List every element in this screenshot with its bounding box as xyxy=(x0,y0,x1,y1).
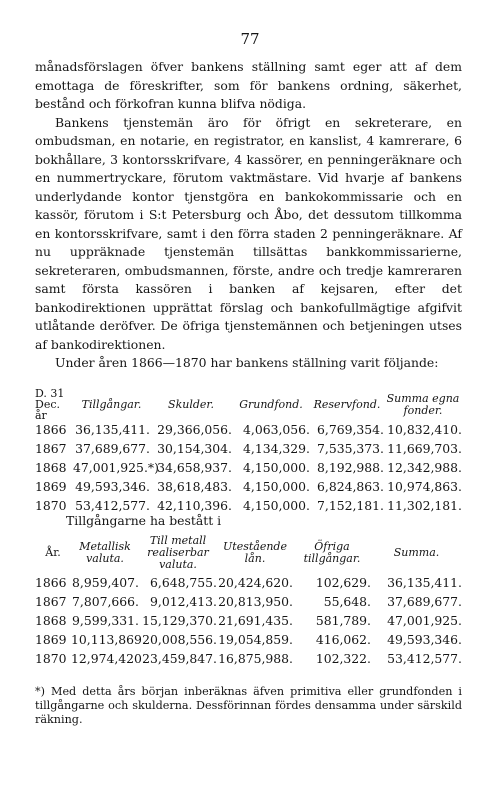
value-cell: 6,769,354. xyxy=(317,422,384,438)
column-header: Grundfond. xyxy=(239,397,303,411)
assets-table xyxy=(35,532,462,669)
value-cell: 416,062. xyxy=(315,632,371,648)
value-cell: 4,150,000. xyxy=(243,498,310,514)
table-row xyxy=(35,612,462,631)
value-cell: 10,113,869. xyxy=(71,632,146,648)
column-header: Summa egna fonder. xyxy=(386,391,460,417)
year-cell: 1870 xyxy=(35,651,67,667)
paragraph-2: Bankens tjenstemän äro för öfrigt en sekreterare, en ombudsman, en notarie, en registrator, en kanslist, 4 kamrerare, 6 bokhållare, 3 kontorsskrifvare, 4 kassörer, en penningeräknare och en nummertryckare, förutom vaktmästare. Vid hvarje af bankens underlydande kontor tjenstgöra en bankokommissarie och en kassör, förutom i S:t Petersburg och Åbo, det dessutom tillkomma en kontorsskrifvare, samt i den förra staden 2 penningeräknare. Af nu uppräknade tjenstemän tillsättas bankkommissarierne, sekreteraren, ombudsmannen, förste, andre och tredje kamreraren samt första kassören i banken af kejsaren, efter det bankodirektionen upprättat förslag och bankofullmägtige afgifvit utlåtande deröfver. De öfriga tjenstemännen och betjeningen utses af bankodirektionen. xyxy=(35,114,462,352)
value-cell: 12,342,988. xyxy=(387,460,462,476)
value-cell: 102,629. xyxy=(315,575,371,591)
value-cell: 47,001,925.*) xyxy=(73,460,159,476)
paragraph-1: månadsförslagen öfver bankens ställning samt eger att af dem emottaga de föreskrifter, som för bankens ordning, säkerhet, bestånd och förkofran kunna blifva nödiga. xyxy=(35,59,462,111)
table-row xyxy=(35,459,462,478)
value-cell: 42,110,396. xyxy=(157,498,232,514)
column-header: Reservfond. xyxy=(313,397,381,411)
value-cell: 53,412,577. xyxy=(75,498,150,514)
value-cell: 37,689,677. xyxy=(387,594,462,610)
page-number: 77 xyxy=(240,30,260,48)
value-cell: 9,012,413. xyxy=(150,594,217,610)
table-row xyxy=(35,650,462,669)
body-text xyxy=(35,58,462,373)
value-cell: 6,824,863. xyxy=(317,479,384,495)
value-cell: 20,424,620. xyxy=(218,575,293,591)
value-cell: 36,135,411. xyxy=(75,422,150,438)
column-header: Summa. xyxy=(393,546,440,559)
column-header: Utestående lån. xyxy=(223,540,287,565)
value-cell: 47,001,925. xyxy=(387,613,462,629)
value-cell: 581,789. xyxy=(315,613,371,629)
value-cell: 23,459,847. xyxy=(142,651,217,667)
table-row xyxy=(35,478,462,497)
value-cell: 55,648. xyxy=(323,594,371,610)
value-cell: 30,154,304. xyxy=(157,441,232,457)
value-cell: 8,959,407. xyxy=(72,575,139,591)
header-ar: år xyxy=(35,409,47,422)
year-cell: 1867 xyxy=(35,594,67,610)
value-cell: 4,150,000. xyxy=(243,479,310,495)
year-cell: 1870 xyxy=(35,498,67,514)
value-cell: 10,974,863. xyxy=(387,479,462,495)
table-row xyxy=(35,593,462,612)
value-cell: 11,669,703. xyxy=(387,441,462,457)
value-cell: 6,648,755. xyxy=(150,575,217,591)
value-cell: 49,593,346. xyxy=(75,479,150,495)
value-cell: 4,134,329. xyxy=(243,441,310,457)
year-cell: 1866 xyxy=(35,575,67,591)
value-cell: 49,593,346. xyxy=(387,632,462,648)
value-cell: 11,302,181. xyxy=(387,498,462,514)
value-cell: 7,152,181. xyxy=(317,498,384,514)
table-row xyxy=(35,631,462,650)
table-row xyxy=(35,421,462,440)
table-row xyxy=(35,440,462,459)
header-dec: Dec. xyxy=(35,398,60,411)
column-header: Skulder. xyxy=(168,397,214,411)
footnote: *) Med detta års början inberäknas äfven primitiva eller grundfonden i tillgångarne och skulderna. Dessförinnan fördes densamma under särskild räkning. xyxy=(35,685,462,726)
value-cell: 20,008,556. xyxy=(142,632,217,648)
value-cell: 19,054,859. xyxy=(218,632,293,648)
value-cell: 4,150,000. xyxy=(243,460,310,476)
year-cell: 1866 xyxy=(35,422,67,438)
value-cell: 21,691,435. xyxy=(218,613,293,629)
value-cell: 53,412,577. xyxy=(387,651,462,667)
value-cell: 8,192,988. xyxy=(317,460,384,476)
value-cell: 7,807,666. xyxy=(72,594,139,610)
value-cell: 34,658,937. xyxy=(157,460,232,476)
column-header: År. xyxy=(45,546,61,559)
value-cell: 37,689,677. xyxy=(75,441,150,457)
table-row xyxy=(35,574,462,593)
value-cell: 10,832,410. xyxy=(387,422,462,438)
value-cell: 9,599,331. xyxy=(72,613,139,629)
value-cell: 15,129,370. xyxy=(142,613,217,629)
value-cell: 12,974,420. xyxy=(71,651,146,667)
column-header: Tillgångar. xyxy=(81,397,142,411)
column-header: Till metall realiserbar valuta. xyxy=(147,534,209,571)
year-cell: 1867 xyxy=(35,441,67,457)
header-d31: D. 31 xyxy=(35,387,65,400)
paragraph-3: Under åren 1866—1870 har bankens ställning varit följande: xyxy=(55,355,439,370)
value-cell: 16,875,988. xyxy=(218,651,293,667)
value-cell: 20,813,950. xyxy=(218,594,293,610)
column-header: Metallisk valuta. xyxy=(79,540,131,565)
balance-table xyxy=(35,388,462,516)
year-cell: 1869 xyxy=(35,632,67,648)
table-2-title: Tillgångarne ha bestått i xyxy=(66,513,222,528)
value-cell: 4,063,056. xyxy=(243,422,310,438)
value-cell: 38,618,483. xyxy=(157,479,232,495)
year-cell: 1869 xyxy=(35,479,67,495)
year-cell: 1868 xyxy=(35,460,67,476)
column-header: Öfriga tillgångar. xyxy=(303,540,361,565)
value-cell: 7,535,373. xyxy=(317,441,384,457)
value-cell: 36,135,411. xyxy=(387,575,462,591)
year-cell: 1868 xyxy=(35,613,67,629)
value-cell: 29,366,056. xyxy=(157,422,232,438)
value-cell: 102,322. xyxy=(315,651,371,667)
